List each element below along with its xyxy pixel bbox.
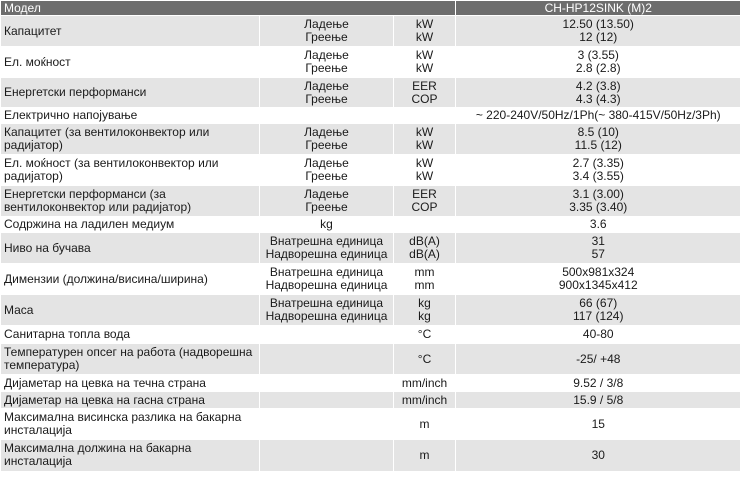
row-name: Електрично напојување [1, 108, 456, 124]
row-condition: Ладење Греење [260, 16, 394, 47]
row-name: Санитарна топла вода [1, 326, 260, 344]
row-condition [260, 344, 394, 375]
row-name: Дијаметар на цевка на гасна страна [1, 392, 260, 409]
row-unit: m [394, 440, 456, 471]
row-unit: °C [394, 344, 456, 375]
table-row [1, 344, 740, 375]
table-row [1, 375, 740, 392]
row-condition: Внатрешна единица Надворешна единица [260, 264, 394, 295]
row-unit: m [394, 409, 456, 440]
row-unit: kW kW [394, 155, 456, 186]
row-name: Димензии (должина/висина/ширина) [1, 264, 260, 295]
table-row [1, 108, 740, 124]
row-name: Максимална висинска разлика на бакарна инсталација [1, 409, 260, 440]
table-row [1, 217, 740, 233]
row-condition [260, 409, 394, 440]
row-value: 30 [456, 440, 740, 471]
row-name: Капацитет [1, 16, 260, 47]
table-row [1, 264, 740, 295]
row-condition: Ладење Греење [260, 155, 394, 186]
row-value: 15.9 / 5/8 [456, 392, 740, 409]
row-condition: Ладење Греење [260, 47, 394, 78]
row-unit: mm mm [394, 264, 456, 295]
row-unit: kW kW [394, 47, 456, 78]
row-value: 3.6 [456, 217, 740, 233]
row-name: Капацитет (за вентилоконвектор или радијатор) [1, 124, 260, 155]
row-value: 500x981x324 900x1345x412 [456, 264, 740, 295]
row-name: Енергетски перформанси (за вентилоконвектор или радијатор) [1, 186, 260, 217]
row-value: ~ 220-240V/50Hz/1Ph(~ 380-415V/50Hz/3Ph) [456, 108, 740, 124]
row-value: 40-80 [456, 326, 740, 344]
header-row [1, 1, 740, 16]
row-value: -25/ +48 [456, 344, 740, 375]
row-value: 8.5 (10) 11.5 (12) [456, 124, 740, 155]
table-row [1, 440, 740, 471]
table-row [1, 392, 740, 409]
model-value: CH-HP12SINK (M)2 [456, 1, 740, 16]
row-value: 3 (3.55) 2.8 (2.8) [456, 47, 740, 78]
table-row [1, 326, 740, 344]
row-unit [394, 217, 456, 233]
row-value: 31 57 [456, 233, 740, 264]
model-label: Модел [1, 1, 456, 16]
row-name: Ел. моќност [1, 47, 260, 78]
row-value: 3.1 (3.00) 3.35 (3.40) [456, 186, 740, 217]
row-condition: Внатрешна единица Надворешна единица [260, 295, 394, 326]
row-unit: kW kW [394, 16, 456, 47]
row-name: Дијаметар на цевка на течна страна [1, 375, 260, 392]
row-condition: kg [260, 217, 394, 233]
row-name: Температурен опсег на работа (надворешна температура) [1, 344, 260, 375]
row-unit: mm/inch [394, 392, 456, 409]
table-row [1, 233, 740, 264]
row-name: Содржина на ладилен медиум [1, 217, 260, 233]
row-condition: Ладење Греење [260, 186, 394, 217]
row-value: 9.52 / 3/8 [456, 375, 740, 392]
row-condition [260, 440, 394, 471]
row-value: 15 [456, 409, 740, 440]
row-unit: EER COP [394, 186, 456, 217]
table-row [1, 186, 740, 217]
row-unit: dB(A) dB(A) [394, 233, 456, 264]
table-row [1, 47, 740, 78]
row-unit: kg kg [394, 295, 456, 326]
row-name: Ел. моќност (за вентилоконвектор или радијатор) [1, 155, 260, 186]
row-unit: kW kW [394, 124, 456, 155]
row-name: Енергетски перформанси [1, 78, 260, 108]
row-value: 12.50 (13.50) 12 (12) [456, 16, 740, 47]
row-condition [260, 326, 394, 344]
row-name: Максимална должина на бакарна инсталација [1, 440, 260, 471]
row-condition [260, 375, 394, 392]
table-row [1, 295, 740, 326]
table-row [1, 155, 740, 186]
row-condition [260, 392, 394, 409]
row-value: 66 (67) 117 (124) [456, 295, 740, 326]
table-row [1, 78, 740, 108]
row-condition: Внатрешна единица Надворешна единица [260, 233, 394, 264]
table-row [1, 124, 740, 155]
table-row [1, 409, 740, 440]
row-unit: mm/inch [394, 375, 456, 392]
row-name: Маса [1, 295, 260, 326]
row-value: 2.7 (3.35) 3.4 (3.55) [456, 155, 740, 186]
row-condition: Ладење Греење [260, 124, 394, 155]
row-value: 4.2 (3.8) 4.3 (4.3) [456, 78, 740, 108]
table-row [1, 16, 740, 47]
row-name: Ниво на бучава [1, 233, 260, 264]
row-unit: EER COP [394, 78, 456, 108]
row-unit: °C [394, 326, 456, 344]
row-condition: Ладење Греење [260, 78, 394, 108]
